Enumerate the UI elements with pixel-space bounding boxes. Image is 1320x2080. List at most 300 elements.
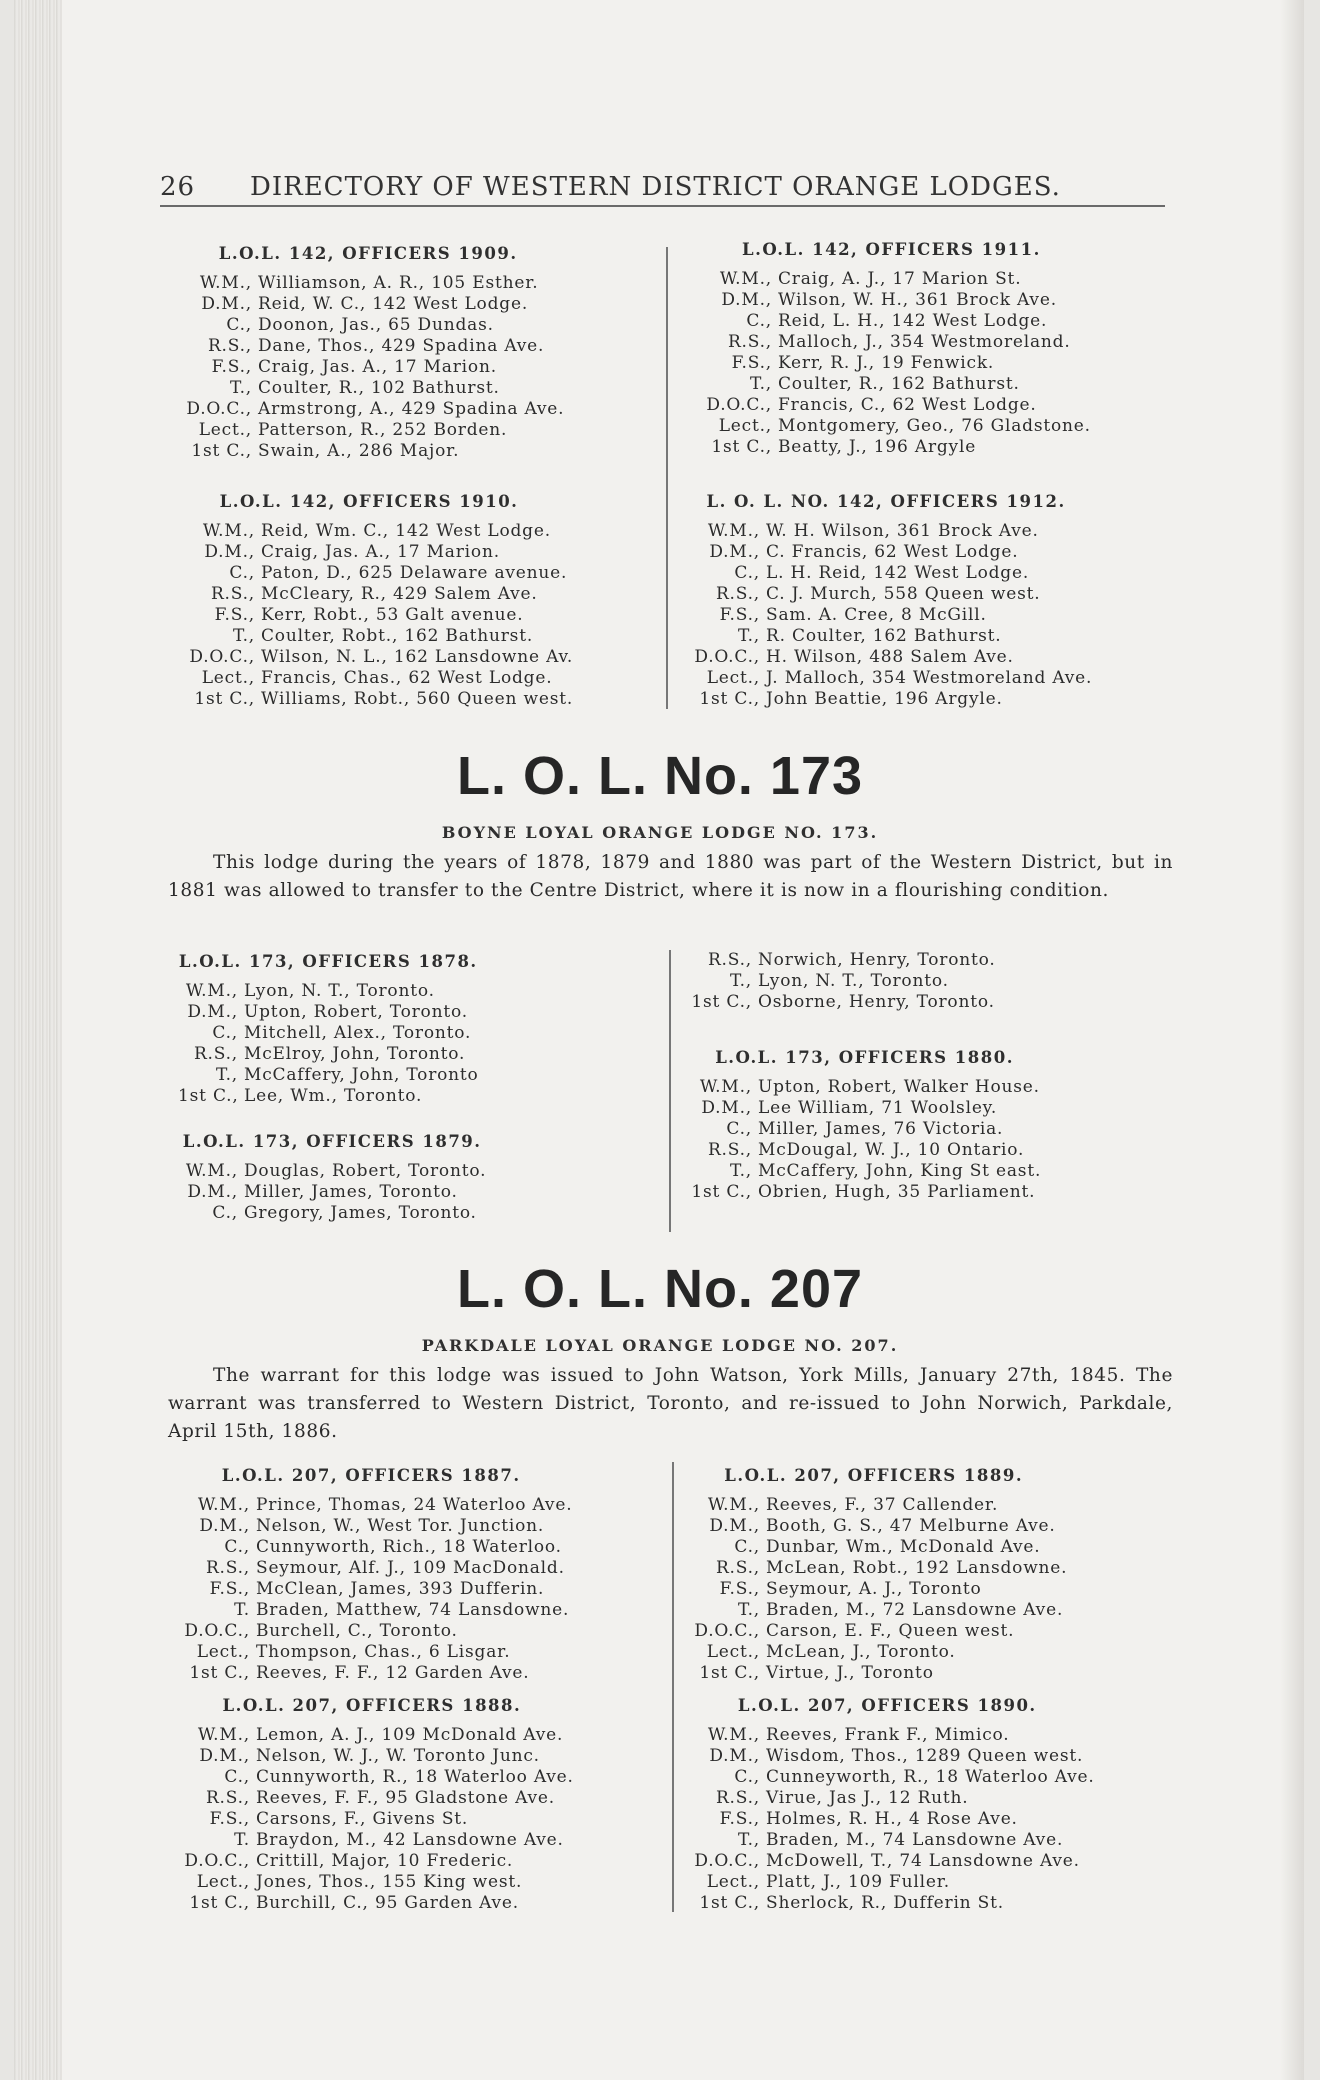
- officer-entry: McCaffery, John, Toronto: [244, 1065, 479, 1085]
- officer-entry: Craig, A. J., 17 Marion St.: [778, 269, 1022, 289]
- officer-role: 1st C.,: [691, 992, 752, 1012]
- officer-entry: Cunnyworth, R., 18 Waterloo Ave.: [256, 1767, 574, 1787]
- officer-line: [680, 647, 1092, 668]
- officer-entry: Armstrong, A., 429 Spadina Ave.: [258, 399, 565, 419]
- officer-role: D.O.C.,: [184, 1621, 250, 1641]
- officer-line: [692, 416, 1091, 437]
- officer-line: [688, 1119, 1041, 1140]
- officer-role: W.M.,: [699, 1077, 752, 1097]
- officer-role: R.S.,: [707, 1140, 752, 1160]
- officer-line: [170, 1725, 574, 1746]
- officer-role: F.S.,: [731, 353, 772, 373]
- officer-line: [692, 395, 1091, 416]
- officer-line: [178, 1161, 486, 1182]
- officer-role: D.M.,: [709, 1516, 760, 1536]
- officer-role: R.S.,: [707, 950, 752, 970]
- officer-entry: Beatty, J., 196 Argyle: [778, 437, 977, 457]
- officer-entry: McDowell, T., 74 Lansdowne Ave.: [766, 1851, 1080, 1871]
- lodge-207-subtitle: PARKDALE LOYAL ORANGE LODGE NO. 207.: [421, 1336, 899, 1355]
- officer-entry: Upton, Robert, Toronto.: [244, 1002, 468, 1022]
- officers-heading: L.O.L. 173, OFFICERS 1878.: [178, 952, 478, 971]
- officer-entry: Francis, C., 62 West Lodge.: [778, 395, 1037, 415]
- officer-entry: Dunbar, Wm., McDonald Ave.: [766, 1537, 1041, 1557]
- officer-entry: Seymour, Alf. J., 109 MacDonald.: [256, 1558, 565, 1578]
- officer-line: [680, 1893, 1095, 1914]
- officers-block-1879-continued: [688, 950, 996, 1013]
- officer-line: [680, 1495, 1067, 1516]
- officer-line: [165, 605, 573, 626]
- officer-entry: Craig, Jas. A., 17 Marion.: [261, 542, 500, 562]
- officers-heading: L. O. L. NO. 142, OFFICERS 1912.: [706, 492, 1066, 511]
- officer-role: D.M.,: [187, 1002, 238, 1022]
- officer-entry: Lee William, 71 Woolsley.: [758, 1098, 998, 1118]
- officers-block-1889: [680, 1466, 1067, 1684]
- officer-line: [688, 1161, 1041, 1182]
- officer-role: F.S.,: [214, 605, 255, 625]
- officer-line: [170, 1663, 572, 1684]
- officer-entry: C. J. Murch, 558 Queen west.: [766, 584, 1041, 604]
- officer-role: D.M.,: [199, 1746, 250, 1766]
- page-number: 26: [160, 172, 196, 202]
- officer-entry: Norwich, Henry, Toronto.: [758, 950, 996, 970]
- officer-entry: Williams, Robt., 560 Queen west.: [261, 689, 574, 709]
- officer-role: D.M.,: [721, 290, 772, 310]
- officer-entry: McDougal, W. J., 10 Ontario.: [758, 1140, 1025, 1160]
- officer-line: [680, 605, 1092, 626]
- officer-line: [170, 1872, 574, 1893]
- officer-entry: Booth, G. S., 47 Melburne Ave.: [766, 1516, 1056, 1536]
- column-divider: [669, 950, 671, 1232]
- officer-line: [165, 689, 573, 710]
- officer-role: T.,: [749, 374, 772, 394]
- officer-line: [178, 981, 479, 1002]
- officer-role: W.M.,: [185, 981, 238, 1001]
- officer-line: [172, 294, 564, 315]
- officer-entry: Montgomery, Geo., 76 Gladstone.: [778, 416, 1091, 436]
- officer-role: D.O.C.,: [694, 1851, 760, 1871]
- officer-entry: Dane, Thos., 429 Spadina Ave.: [258, 336, 545, 356]
- officer-entry: Obrien, Hugh, 35 Parliament.: [758, 1182, 1036, 1202]
- officer-role: T.,: [729, 1161, 752, 1181]
- officer-role: 1st C.,: [178, 1086, 239, 1106]
- officer-entry: Reid, L. H., 142 West Lodge.: [778, 311, 1048, 331]
- officer-role: Lect.,: [201, 668, 255, 688]
- officer-role: F.S.,: [209, 1809, 250, 1829]
- officer-line: [170, 1809, 574, 1830]
- officer-entry: Prince, Thomas, 24 Waterloo Ave.: [256, 1495, 573, 1515]
- officer-entry: Kerr, R. J., 19 Fenwick.: [778, 353, 995, 373]
- officers-block-1888: [170, 1696, 574, 1914]
- officers-heading: L.O.L. 207, OFFICERS 1889.: [724, 1466, 1024, 1485]
- officer-line: [170, 1558, 572, 1579]
- officer-line: [692, 269, 1091, 290]
- officers-block-1878: [178, 952, 479, 1107]
- officer-role: F.S.,: [719, 1809, 760, 1829]
- officer-role: R.S.,: [727, 332, 772, 352]
- officer-line: [170, 1767, 574, 1788]
- officer-role: Lect.,: [198, 420, 252, 440]
- officer-entry: Cunnyworth, Rich., 18 Waterloo.: [256, 1537, 562, 1557]
- officer-entry: Braden, Matthew, 74 Lansdowne.: [256, 1600, 570, 1620]
- officer-line: [170, 1621, 572, 1642]
- column-divider: [666, 247, 668, 709]
- officer-entry: Holmes, R. H., 4 Rose Ave.: [766, 1809, 1018, 1829]
- officer-entry: R. Coulter, 162 Bathurst.: [766, 626, 1002, 646]
- officer-role: C.,: [734, 1767, 760, 1787]
- officer-line: [680, 689, 1092, 710]
- officer-line: [165, 542, 573, 563]
- officer-entry: Wilson, N. L., 162 Lansdowne Av.: [261, 647, 574, 667]
- officer-role: W.M.,: [197, 1495, 250, 1515]
- officer-line: [688, 1098, 1041, 1119]
- officer-line: [165, 647, 573, 668]
- officer-line: [680, 1767, 1095, 1788]
- officer-line: [680, 584, 1092, 605]
- officer-entry: Cunneyworth, R., 18 Waterloo Ave.: [766, 1767, 1095, 1787]
- officer-line: [170, 1788, 574, 1809]
- officer-role: Lect.,: [718, 416, 772, 436]
- officer-entry: Miller, James, Toronto.: [244, 1182, 458, 1202]
- officer-line: [178, 1086, 479, 1107]
- officer-role: C.,: [229, 563, 255, 583]
- officer-role: T.,: [737, 626, 760, 646]
- officer-line: [680, 1746, 1095, 1767]
- officer-entry: Wisdom, Thos., 1289 Queen west.: [766, 1746, 1084, 1766]
- officers-block-1909: [172, 244, 564, 462]
- officer-entry: Wilson, W. H., 361 Brock Ave.: [778, 290, 1057, 310]
- officers-block-1911: [692, 240, 1091, 458]
- officer-role: R.S.,: [207, 336, 252, 356]
- officer-role: D.O.C.,: [186, 399, 252, 419]
- officer-role: T.,: [232, 626, 255, 646]
- officer-line: [680, 1516, 1067, 1537]
- officer-line: [165, 626, 573, 647]
- officers-block-1880: [688, 1048, 1041, 1203]
- officer-role: R.S.,: [205, 1558, 250, 1578]
- officer-entry: Virue, Jas J., 12 Ruth.: [766, 1788, 969, 1808]
- officer-line: [165, 563, 573, 584]
- officer-role: D.O.C.,: [694, 647, 760, 667]
- officer-entry: Braden, M., 72 Lansdowne Ave.: [766, 1600, 1064, 1620]
- officer-role: D.M.,: [701, 1098, 752, 1118]
- officer-entry: C. Francis, 62 West Lodge.: [766, 542, 1019, 562]
- officer-line: [170, 1851, 574, 1872]
- officer-role: 1st C.,: [191, 441, 252, 461]
- officer-role: D.M.,: [709, 542, 760, 562]
- officer-line: [178, 1023, 479, 1044]
- officer-role: R.S.,: [715, 1788, 760, 1808]
- officer-line: [692, 374, 1091, 395]
- officer-entry: Lemon, A. J., 109 McDonald Ave.: [256, 1725, 564, 1745]
- officers-heading: L.O.L. 142, OFFICERS 1910.: [219, 492, 519, 511]
- page-edges: [14, 0, 62, 2080]
- officer-entry: Doonon, Jas., 65 Dundas.: [258, 315, 494, 335]
- officer-entry: Williamson, A. R., 105 Esther.: [258, 273, 539, 293]
- officers-heading: L.O.L. 207, OFFICERS 1890.: [737, 1696, 1037, 1715]
- officer-role: C.,: [224, 1767, 250, 1787]
- officers-block-1910: [165, 492, 573, 710]
- officer-entry: Reeves, F., 37 Callender.: [766, 1495, 999, 1515]
- officer-entry: J. Malloch, 354 Westmoreland Ave.: [766, 668, 1093, 688]
- officer-entry: W. H. Wilson, 361 Brock Ave.: [766, 521, 1039, 541]
- column-divider: [672, 1462, 674, 1912]
- officer-role: C.,: [212, 1203, 238, 1223]
- officer-role: T.: [234, 1830, 250, 1850]
- officer-line: [170, 1893, 574, 1914]
- officer-entry: Upton, Robert, Walker House.: [758, 1077, 1040, 1097]
- officer-entry: Carsons, F., Givens St.: [256, 1809, 469, 1829]
- officer-role: W.M.,: [707, 1495, 760, 1515]
- officer-line: [170, 1642, 572, 1663]
- officer-role: R.S.,: [715, 1558, 760, 1578]
- page-shadow: [1280, 0, 1304, 2080]
- officer-role: T.: [234, 1600, 250, 1620]
- officer-role: 1st C.,: [691, 1182, 752, 1202]
- officer-line: [178, 1002, 479, 1023]
- officer-line: [170, 1746, 574, 1767]
- officer-line: [172, 273, 564, 294]
- officer-role: W.M.,: [185, 1161, 238, 1181]
- officers-block-1887: [170, 1466, 572, 1684]
- officer-entry: Jones, Thos., 155 King west.: [256, 1872, 523, 1892]
- officer-entry: Reid, W. C., 142 West Lodge.: [258, 294, 529, 314]
- officer-entry: Reeves, F. F., 95 Gladstone Ave.: [256, 1788, 555, 1808]
- officer-line: [680, 1600, 1067, 1621]
- officer-entry: Gregory, James, Toronto.: [244, 1203, 477, 1223]
- officer-entry: Virtue, J., Toronto: [766, 1663, 934, 1683]
- officer-entry: Mitchell, Alex., Toronto.: [244, 1023, 472, 1043]
- officers-heading: L.O.L. 173, OFFICERS 1880.: [715, 1048, 1014, 1067]
- officer-role: 1st C.,: [194, 689, 255, 709]
- lodge-173-title: L. O. L. No. 173: [456, 746, 864, 806]
- officer-entry: Lee, Wm., Toronto.: [244, 1086, 423, 1106]
- officer-role: C.,: [734, 1537, 760, 1557]
- officer-line: [172, 315, 564, 336]
- officer-role: W.M.,: [202, 521, 255, 541]
- lodge-207-history: The warrant for this lodge was issued to John Watson, York Mills, January 27th, 1845. The warrant was transferred to Western District, Toronto, and re-issued to John Norwich, Parkdale, April 15th, 1886.: [168, 1365, 1173, 1442]
- officer-role: D.M.,: [199, 1516, 250, 1536]
- officer-line: [680, 1621, 1067, 1642]
- officer-entry: Coulter, R., 102 Bathurst.: [258, 378, 500, 398]
- officer-role: W.M.,: [707, 1725, 760, 1745]
- officer-role: 1st C.,: [699, 1893, 760, 1913]
- officer-role: D.M.,: [709, 1746, 760, 1766]
- officer-entry: Francis, Chas., 62 West Lodge.: [261, 668, 553, 688]
- officer-line: [170, 1495, 572, 1516]
- officer-role: T.,: [737, 1830, 760, 1850]
- officer-line: [692, 437, 1091, 458]
- officer-entry: Miller, James, 76 Victoria.: [758, 1119, 1004, 1139]
- officers-block-1890: [680, 1696, 1095, 1914]
- officer-entry: Carson, E. F., Queen west.: [766, 1621, 1015, 1641]
- officer-line: [170, 1579, 572, 1600]
- officer-role: D.O.C.,: [189, 647, 255, 667]
- officer-line: [165, 668, 573, 689]
- officer-entry: McLean, J., Toronto.: [766, 1642, 956, 1662]
- officer-role: T.,: [729, 971, 752, 991]
- officer-line: [170, 1537, 572, 1558]
- officer-entry: Sherlock, R., Dufferin St.: [766, 1893, 1004, 1913]
- officer-role: Lect.,: [196, 1872, 250, 1892]
- lodge-207-title: L. O. L. No. 207: [456, 1259, 864, 1319]
- officer-entry: Braden, M., 74 Lansdowne Ave.: [766, 1830, 1064, 1850]
- officer-role: D.O.C.,: [184, 1851, 250, 1871]
- officer-role: R.S.,: [205, 1788, 250, 1808]
- officer-line: [680, 542, 1092, 563]
- officer-line: [680, 1537, 1067, 1558]
- officer-line: [680, 521, 1092, 542]
- officer-role: 1st C.,: [189, 1893, 250, 1913]
- officer-line: [172, 378, 564, 399]
- officer-line: [172, 420, 564, 441]
- officer-entry: McClean, James, 393 Dufferin.: [256, 1579, 545, 1599]
- officer-entry: Reeves, Frank F., Mimico.: [766, 1725, 1010, 1745]
- officer-entry: Patterson, R., 252 Borden.: [258, 420, 508, 440]
- officer-entry: Reid, Wm. C., 142 West Lodge.: [261, 521, 551, 541]
- officers-block-1879: [178, 1132, 486, 1224]
- officer-entry: Craig, Jas. A., 17 Marion.: [258, 357, 497, 377]
- officer-role: Lect.,: [706, 668, 760, 688]
- officers-heading: L.O.L. 173, OFFICERS 1879.: [182, 1132, 482, 1151]
- officer-entry: L. H. Reid, 142 West Lodge.: [766, 563, 1030, 583]
- officer-line: [170, 1830, 574, 1851]
- officer-role: Lect.,: [196, 1642, 250, 1662]
- officer-role: D.M.,: [187, 1182, 238, 1202]
- officer-line: [165, 584, 573, 605]
- officer-entry: Thompson, Chas., 6 Lisgar.: [256, 1642, 511, 1662]
- officer-entry: McElroy, John, Toronto.: [244, 1044, 466, 1064]
- officer-entry: Nelson, W. J., W. Toronto Junc.: [256, 1746, 540, 1766]
- officer-line: [680, 563, 1092, 584]
- officer-line: [688, 1077, 1041, 1098]
- officer-role: D.O.C.,: [694, 1621, 760, 1641]
- officer-line: [680, 1725, 1095, 1746]
- officers-heading: L.O.L. 207, OFFICERS 1887.: [221, 1466, 521, 1485]
- officer-role: C.,: [224, 1537, 250, 1557]
- officer-line: [172, 357, 564, 378]
- officer-line: [170, 1600, 572, 1621]
- officer-line: [170, 1516, 572, 1537]
- officer-role: Lect.,: [706, 1642, 760, 1662]
- officer-role: D.M.,: [204, 542, 255, 562]
- officer-line: [688, 1140, 1041, 1161]
- officer-line: [680, 1579, 1067, 1600]
- officers-heading: L.O.L. 142, OFFICERS 1911.: [742, 240, 1041, 259]
- officer-entry: McLean, Robt., 192 Lansdowne.: [766, 1558, 1068, 1578]
- officer-line: [178, 1065, 479, 1086]
- officer-entry: Sam. A. Cree, 8 McGill.: [766, 605, 987, 625]
- officer-role: C.,: [726, 1119, 752, 1139]
- officer-line: [178, 1044, 479, 1065]
- officer-entry: Platt, J., 109 Fuller.: [766, 1872, 950, 1892]
- officer-line: [178, 1203, 486, 1224]
- officer-entry: Burchill, C., 95 Garden Ave.: [256, 1893, 519, 1913]
- header-rule: [160, 205, 1165, 207]
- officer-line: [692, 290, 1091, 311]
- officer-line: [680, 668, 1092, 689]
- running-header: [160, 172, 1165, 202]
- officer-role: 1st C.,: [699, 689, 760, 709]
- officer-role: R.S.,: [210, 584, 255, 604]
- officer-entry: McCleary, R., 429 Salem Ave.: [261, 584, 538, 604]
- officer-entry: Coulter, R., 162 Bathurst.: [778, 374, 1020, 394]
- officer-entry: H. Wilson, 488 Salem Ave.: [766, 647, 1014, 667]
- officers-heading: L.O.L. 207, OFFICERS 1888.: [222, 1696, 522, 1715]
- officer-entry: Crittill, Major, 10 Frederic.: [256, 1851, 514, 1871]
- officer-role: C.,: [212, 1023, 238, 1043]
- officer-role: C.,: [734, 563, 760, 583]
- officer-role: F.S.,: [209, 1579, 250, 1599]
- officer-role: F.S.,: [719, 1579, 760, 1599]
- officer-entry: Braydon, M., 42 Lansdowne Ave.: [256, 1830, 564, 1850]
- officer-entry: Swain, A., 286 Major.: [258, 441, 460, 461]
- officer-role: F.S.,: [211, 357, 252, 377]
- officer-line: [178, 1182, 486, 1203]
- officers-heading: L.O.L. 142, OFFICERS 1909.: [218, 244, 518, 263]
- officer-role: R.S.,: [715, 584, 760, 604]
- officer-line: [680, 1851, 1095, 1872]
- officer-line: [680, 1558, 1067, 1579]
- officer-line: [680, 1830, 1095, 1851]
- officer-line: [165, 521, 573, 542]
- officer-line: [692, 311, 1091, 332]
- officer-line: [692, 353, 1091, 374]
- officer-line: [172, 399, 564, 420]
- officer-role: Lect.,: [706, 1872, 760, 1892]
- officer-line: [692, 332, 1091, 353]
- officer-entry: Coulter, Robt., 162 Bathurst.: [261, 626, 534, 646]
- officer-entry: Lyon, N. T., Toronto.: [758, 971, 949, 991]
- officer-role: W.M.,: [707, 521, 760, 541]
- lodge-173-history: This lodge during the years of 1878, 1879 and 1880 was part of the Western District, but in 1881 was allowed to transfer to the Centre District, where it is now in a flourishing condition.: [168, 852, 1173, 901]
- officer-line: [680, 1809, 1095, 1830]
- officer-line: [680, 1872, 1095, 1893]
- officer-entry: John Beattie, 196 Argyle.: [766, 689, 1003, 709]
- officer-line: [688, 950, 996, 971]
- officer-line: [688, 971, 996, 992]
- officer-line: [680, 626, 1092, 647]
- officer-role: 1st C.,: [189, 1663, 250, 1683]
- officer-role: D.O.C.,: [706, 395, 772, 415]
- officer-line: [680, 1663, 1067, 1684]
- officer-role: C.,: [746, 311, 772, 331]
- officer-entry: Reeves, F. F., 12 Garden Ave.: [256, 1663, 530, 1683]
- officer-entry: Osborne, Henry, Toronto.: [758, 992, 995, 1012]
- officer-role: R.S.,: [193, 1044, 238, 1064]
- officer-line: [680, 1788, 1095, 1809]
- officer-role: 1st C.,: [711, 437, 772, 457]
- officer-line: [172, 441, 564, 462]
- officer-role: T.,: [737, 1600, 760, 1620]
- officer-line: [688, 992, 996, 1013]
- officer-entry: Lyon, N. T., Toronto.: [244, 981, 435, 1001]
- officer-line: [680, 1642, 1067, 1663]
- officer-entry: Burchell, C., Toronto.: [256, 1621, 458, 1641]
- officer-line: [172, 336, 564, 357]
- officer-entry: Kerr, Robt., 53 Galt avenue.: [261, 605, 524, 625]
- officer-line: [688, 1182, 1041, 1203]
- officer-role: D.M.,: [201, 294, 252, 314]
- officers-block-1912: [680, 492, 1092, 710]
- officer-entry: Douglas, Robert, Toronto.: [244, 1161, 487, 1181]
- officer-role: W.M.,: [199, 273, 252, 293]
- officer-role: W.M.,: [719, 269, 772, 289]
- officer-entry: Malloch, J., 354 Westmoreland.: [778, 332, 1071, 352]
- officer-role: W.M.,: [197, 1725, 250, 1745]
- officer-role: F.S.,: [719, 605, 760, 625]
- officer-entry: Seymour, A. J., Toronto: [766, 1579, 982, 1599]
- page-title: DIRECTORY OF WESTERN DISTRICT ORANGE LODGES.: [250, 172, 1061, 202]
